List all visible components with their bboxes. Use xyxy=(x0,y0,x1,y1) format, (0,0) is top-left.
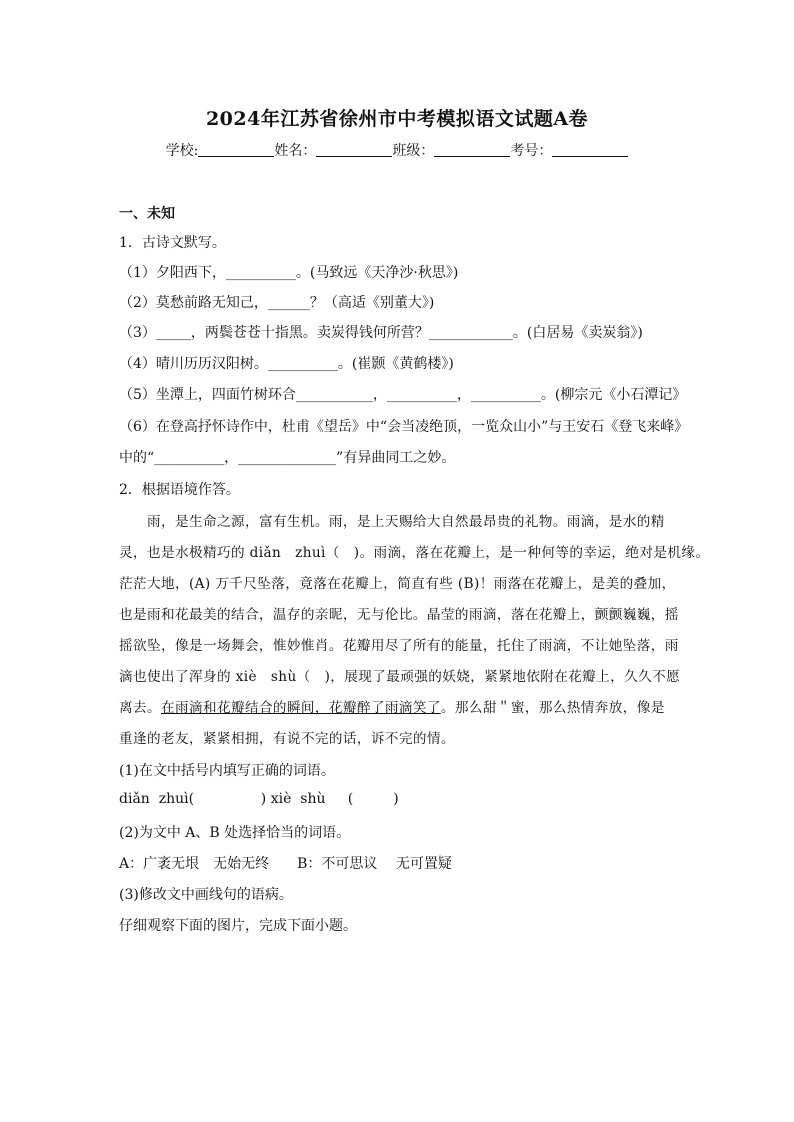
student-info-row xyxy=(0,140,794,160)
id-blank xyxy=(552,142,628,157)
exam-title: 2024年江苏省徐州市中考模拟语文试题A卷 xyxy=(205,108,589,130)
q1-item-2: （2）莫愁前路无知己，______？（高适《别董大》) xyxy=(119,295,435,311)
passage-line-4: 也是雨和花最美的结合，温存的亲昵，无与伦比。晶莹的雨滴，落在花瓣上，颤颤巍巍，摇 xyxy=(119,607,679,623)
q1-item-5: （5）坐潭上，四面竹树环合___________，__________，__________。(柳宗元《小石潭记》 xyxy=(119,387,687,403)
name-label: 姓名： xyxy=(274,143,317,159)
passage-line-2: 灵，也是水极精巧的 diǎn zhuì（ )。雨滴，落在花瓣上，是一种何等的幸运，绝对是机缘。 xyxy=(119,545,710,561)
school-label: 学校: xyxy=(165,143,199,159)
passage-line-1: 雨，是生命之源，富有生机。雨，是上天赐给大自然最昂贵的礼物。雨滴，是水的精 xyxy=(147,514,665,530)
section-heading: 一、未知 xyxy=(119,206,175,222)
passage-line-7 xyxy=(119,696,675,716)
q1-item-1: （1）夕阳西下，__________。(马致远《天净沙·秋思》) xyxy=(119,265,459,281)
q1-item-3: （3）_____，两鬓苍苍十指黑。卖炭得钱何所营？____________。(白居易《卖炭翁》) xyxy=(119,325,643,341)
q2-options: A：广袤无垠 无始无终 B：不可思议 无可置疑 xyxy=(119,856,452,872)
q2-sub-2: (2)为文中 A、B 处选择恰当的词语。 xyxy=(119,825,351,841)
q2-sub-1: (1)在文中括号内填写正确的词语。 xyxy=(119,763,335,779)
school-blank xyxy=(198,142,274,157)
underlined-sentence: 在雨滴和花瓣结合的瞬间，花瓣醉了雨滴笑了 xyxy=(160,700,441,716)
q1-item-6: （6）在登高抒怀诗作中，杜甫《望岳》中“会当凌绝顶，一览众山小”与王安石《登飞来峰》 xyxy=(119,419,689,435)
id-label: 考号： xyxy=(510,143,553,159)
passage-line-6: 滴也使出了浑身的 xiè shù（ )，展现了最顽强的妖娆，紧紧地依附在花瓣上，久久不愿 xyxy=(119,669,681,685)
question-1-heading: 1．古诗文默写。 xyxy=(119,235,226,251)
observe-instruction: 仔细观察下面的图片，完成下面小题。 xyxy=(119,918,357,934)
passage-line-3: 茫茫大地，(A) 万千尺坠落，竟落在花瓣上，简直有些 (B)！雨落在花瓣上，是美的叠加， xyxy=(119,576,676,592)
passage-line-8: 重逢的老友，紧紧相拥，有说不完的话，诉不完的情。 xyxy=(119,731,455,747)
passage-line-5: 摇欲坠，像是一场舞会，惟妙惟肖。花瓣用尽了所有的能量，托住了雨滴，不让她坠落，雨 xyxy=(119,638,679,654)
question-2-heading: 2．根据语境作答。 xyxy=(119,482,240,498)
name-blank xyxy=(316,142,392,157)
q2-sub-3: (3)修改文中画线句的语病。 xyxy=(119,887,293,903)
q1-item-4: （4）晴川历历汉阳树。__________。(崔颢《黄鹤楼》) xyxy=(119,356,454,372)
class-label: 班级： xyxy=(392,143,435,159)
passage-line-7-start: 离去。 xyxy=(119,700,161,716)
class-blank xyxy=(434,142,510,157)
q1-item-6-cont: 中的“__________，______________”有异曲同工之妙。 xyxy=(119,450,456,466)
q2-pinyin-line: diǎn zhuì( ) xiè shù ( ) xyxy=(119,791,399,807)
passage-line-7-end: 。那么甜＂蜜，那么热情奔放，像是 xyxy=(440,700,665,716)
